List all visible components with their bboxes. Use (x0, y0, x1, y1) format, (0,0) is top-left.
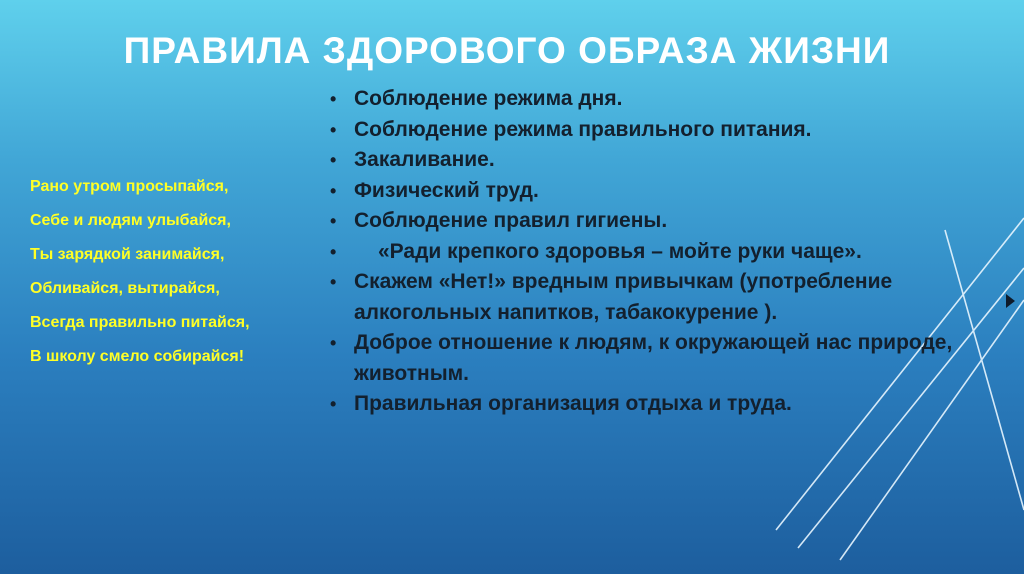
poem-line: В школу смело собирайся! (30, 348, 245, 365)
rule-text: Скажем «Нет!» вредным привычкам (употребление алкогольных напитков, табакокурение ). (354, 270, 893, 324)
poem-line: Ты зарядкой занимайся, (30, 246, 225, 263)
bullet: • (330, 241, 337, 262)
bullet: • (330, 119, 337, 140)
poem-line: Обливайся, вытирайся, (30, 280, 220, 297)
rule-item (328, 389, 1008, 420)
rule-text: Соблюдение режима дня. (354, 87, 623, 110)
rule-item (328, 206, 1008, 237)
rule-text: Соблюдение режима правильного питания. (354, 117, 812, 141)
bullet: • (330, 150, 337, 170)
rule-text: Закаливание. (354, 148, 495, 171)
rule-item (328, 115, 1008, 146)
rule-item (328, 237, 1008, 268)
bullet: • (330, 272, 337, 292)
rule-text: Доброе отношение к людям, к окружающей нас природе, животным. (354, 331, 953, 385)
bullet: • (330, 211, 337, 231)
rule-item (328, 145, 1008, 176)
rule-text: «Ради крепкого здоровья – мойте руки чаще». (378, 239, 862, 263)
rule-text: Соблюдение правил гигиены. (354, 209, 668, 232)
rule-text: Правильная организация отдыха и труда. (354, 392, 792, 415)
bullet: • (330, 89, 337, 109)
rule-item (328, 176, 1008, 207)
rule-item (328, 328, 1008, 389)
rule-text: Физический труд. (354, 178, 539, 202)
poem-line: Всегда правильно питайся, (30, 314, 250, 331)
bullet: • (330, 394, 337, 414)
poem-line: Рано утром просыпайся, (30, 178, 229, 195)
rule-item (328, 267, 1008, 328)
rule-item (328, 84, 1008, 115)
poem-text (30, 170, 330, 374)
rules-list (328, 84, 1008, 420)
poem-line: Себе и людям улыбайся, (30, 212, 231, 229)
bullet: • (330, 333, 337, 353)
bullet: • (330, 180, 337, 201)
slide-title: ПРАВИЛА ЗДОРОВОГО ОБРАЗА ЖИЗНИ (123, 30, 891, 71)
